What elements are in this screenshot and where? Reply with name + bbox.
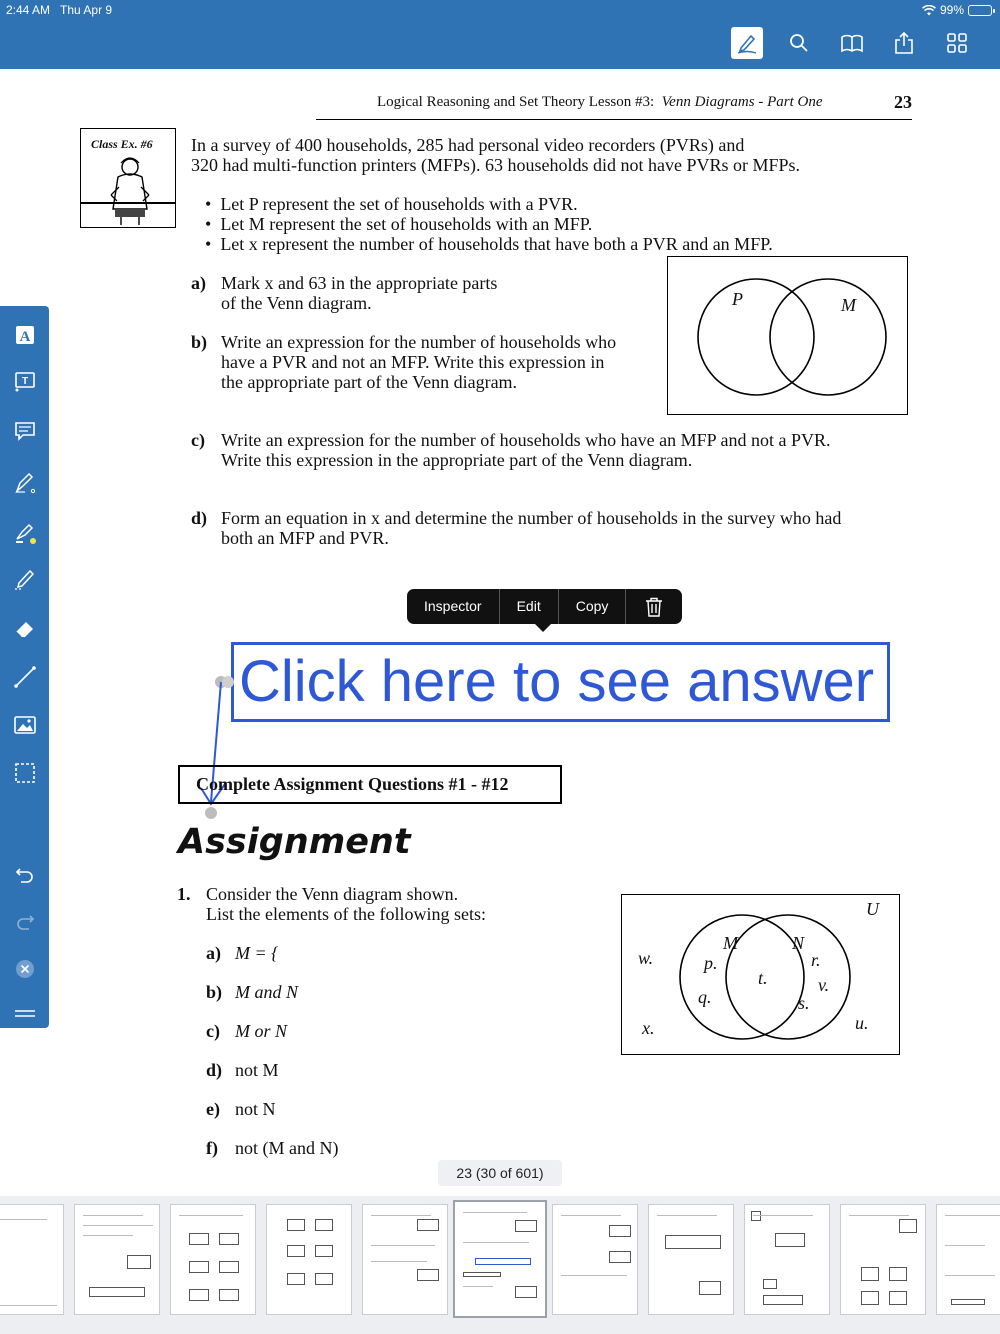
textbox-icon: [13, 369, 37, 393]
share-icon: [892, 31, 916, 55]
page-thumbnail[interactable]: [840, 1204, 926, 1315]
trash-icon: [645, 597, 663, 617]
search-button[interactable]: [783, 27, 815, 59]
venn-element: p.: [704, 953, 718, 973]
page-header: [316, 94, 912, 120]
page-thumbnail[interactable]: [362, 1204, 448, 1315]
lasso-pen-icon: [13, 567, 37, 591]
part-text: M or N: [235, 1021, 288, 1041]
class-example-badge: [80, 128, 176, 228]
selection-tool[interactable]: [10, 758, 40, 788]
part-letter: c): [206, 1021, 220, 1041]
battery-icon: [968, 5, 992, 16]
note-tool[interactable]: [10, 416, 40, 446]
page-thumbnail[interactable]: [552, 1204, 638, 1315]
venn-diagram-mn: [621, 894, 900, 1055]
question-text: the appropriate part of the Venn diagram.: [221, 372, 518, 392]
venn-element: w.: [638, 948, 654, 968]
venn-label-p: P: [732, 289, 743, 309]
bullet-item: • Let M represent the set of households with an MFP.: [205, 214, 593, 234]
line-tool[interactable]: [10, 662, 40, 692]
question-text: Write an expression for the number of households who: [221, 332, 617, 352]
text-icon: [13, 323, 37, 347]
venn-element: q.: [698, 987, 712, 1007]
wifi-icon: [922, 5, 936, 16]
note-icon: [13, 419, 37, 443]
assignment-question-text: Consider the Venn diagram shown.: [206, 884, 459, 904]
annotation-toolstrip: [0, 306, 49, 1028]
question-letter: d): [191, 508, 208, 528]
question-text: Write an expression for the number of households who have an MFP and not a PVR.: [221, 430, 831, 450]
textbox-tool[interactable]: [10, 366, 40, 396]
question-letter: a): [191, 273, 206, 293]
page-thumbnail[interactable]: [0, 1204, 64, 1315]
edit-menu-item[interactable]: Edit: [500, 589, 559, 624]
answer-link-annotation[interactable]: Click here to see answer: [231, 642, 890, 722]
share-button[interactable]: [888, 27, 920, 59]
eraser-icon: [13, 617, 37, 641]
part-text: not M: [235, 1060, 279, 1080]
redo-icon: [13, 907, 37, 931]
page-thumbnail[interactable]: [266, 1204, 352, 1315]
grid-view-button[interactable]: [941, 27, 973, 59]
venn-label-n2: N: [792, 933, 805, 953]
venn-label-m2: M: [723, 933, 738, 953]
close-toolstrip-button[interactable]: [10, 954, 40, 984]
svg-text:T: T: [21, 376, 29, 387]
assignment-question-text: List the elements of the following sets:: [206, 904, 486, 924]
selection-icon: [13, 761, 37, 785]
part-letter: b): [206, 982, 223, 1002]
part-text: not (M and N): [235, 1138, 339, 1158]
page-thumbnail[interactable]: [648, 1204, 734, 1315]
part-letter: e): [206, 1099, 220, 1119]
intro-line-2: 320 had multi-function printers (MFPs). 63 households did not have PVRs or MFPs.: [191, 155, 801, 175]
teacher-figure-icon: [81, 129, 175, 227]
pen-icon: [13, 471, 37, 495]
delete-menu-item[interactable]: [626, 589, 682, 624]
status-time-date: 2:44 AM Thu Apr 9: [6, 3, 113, 17]
part-text: not N: [235, 1099, 276, 1119]
link-arrow-icon: [195, 670, 235, 830]
svg-text:A: A: [19, 329, 31, 345]
header-title: Logical Reasoning and Set Theory Lesson #3: Venn Diagrams - Part One: [377, 94, 823, 110]
image-icon: [13, 713, 37, 737]
undo-button[interactable]: [10, 857, 40, 887]
context-popup-menu: [407, 589, 682, 624]
pen-tool[interactable]: [10, 468, 40, 498]
bookmarks-button[interactable]: [836, 27, 868, 59]
assignment-instruction-box: Complete Assignment Questions #1 - #12: [178, 765, 562, 804]
page-thumbnail[interactable]: [74, 1204, 160, 1315]
undo-icon: [13, 860, 37, 884]
page-thumbnail[interactable]: [744, 1204, 830, 1315]
venn-circle-p: [698, 279, 814, 395]
page-thumbnail-strip[interactable]: [0, 1196, 1000, 1334]
current-page-thumbnail[interactable]: [453, 1200, 547, 1318]
line-icon: [13, 665, 37, 689]
annotate-pen-icon: [735, 31, 759, 55]
venn-element: r.: [811, 950, 821, 970]
highlighter-icon: [13, 521, 37, 545]
question-text: have a PVR and not an MFP. Write this expression in: [221, 352, 605, 372]
inspector-menu-item[interactable]: Inspector: [407, 589, 500, 624]
close-icon: [13, 957, 37, 981]
class-example-label: Class Ex. #6: [91, 137, 153, 151]
part-letter: a): [206, 943, 221, 963]
intro-line-1: In a survey of 400 households, 285 had personal video recorders (PVRs) and: [191, 135, 745, 155]
grid-view-icon: [945, 31, 969, 55]
venn-element: u.: [855, 1013, 869, 1033]
status-right: [922, 3, 992, 17]
book-icon: [840, 31, 864, 55]
venn-element: v.: [818, 975, 830, 995]
part-letter: f): [206, 1138, 218, 1158]
venn-element: s.: [798, 993, 810, 1013]
search-icon: [787, 31, 811, 55]
battery-percent: 99%: [939, 3, 964, 17]
question-text: Form an equation in x and determine the number of households in the survey who had: [221, 508, 842, 528]
question-text: Mark x and 63 in the appropriate parts: [221, 273, 498, 293]
venn-label-u: U: [866, 899, 879, 919]
eraser-tool[interactable]: [10, 614, 40, 644]
venn-circle-m2: [680, 915, 804, 1039]
assignment-question-number: 1.: [177, 884, 191, 904]
part-text: M = {: [235, 943, 279, 963]
bullet-item: • Let P represent the set of households with a PVR.: [205, 194, 578, 214]
page-thumbnail[interactable]: [936, 1204, 1000, 1315]
bullet-item: • Let x represent the number of households that have both a PVR and an MFP.: [205, 234, 773, 254]
question-letter: c): [191, 430, 205, 450]
venn-circle-m: [770, 279, 886, 395]
image-tool[interactable]: [10, 710, 40, 740]
question-text: of the Venn diagram.: [221, 293, 372, 313]
question-text: Write this expression in the appropriate part of the Venn diagram.: [221, 450, 693, 470]
copy-menu-item[interactable]: Copy: [559, 589, 627, 624]
venn-circle-n2: [726, 915, 850, 1039]
question-letter: b): [191, 332, 208, 352]
page-count-indicator: 23 (30 of 601): [438, 1160, 562, 1186]
venn-label-m: M: [841, 295, 856, 315]
page-thumbnail[interactable]: [170, 1204, 256, 1315]
part-letter: d): [206, 1060, 223, 1080]
redo-button[interactable]: [10, 904, 40, 934]
venn-element: t.: [758, 968, 768, 988]
menu-icon: [13, 1001, 37, 1025]
toolstrip-menu-handle[interactable]: [10, 998, 40, 1028]
text-tool[interactable]: [10, 320, 40, 350]
top-toolbar: [0, 0, 1000, 69]
annotate-pen-button[interactable]: [731, 27, 763, 59]
venn-diagram-pm: [667, 256, 908, 415]
page-number: 23: [894, 92, 912, 112]
venn-element: x.: [642, 1018, 655, 1038]
assignment-heading: Assignment: [178, 822, 411, 862]
question-text: both an MFP and PVR.: [221, 528, 389, 548]
highlighter-tool[interactable]: [10, 518, 40, 548]
part-text: M and N: [235, 982, 298, 1002]
lasso-pen-tool[interactable]: [10, 564, 40, 594]
